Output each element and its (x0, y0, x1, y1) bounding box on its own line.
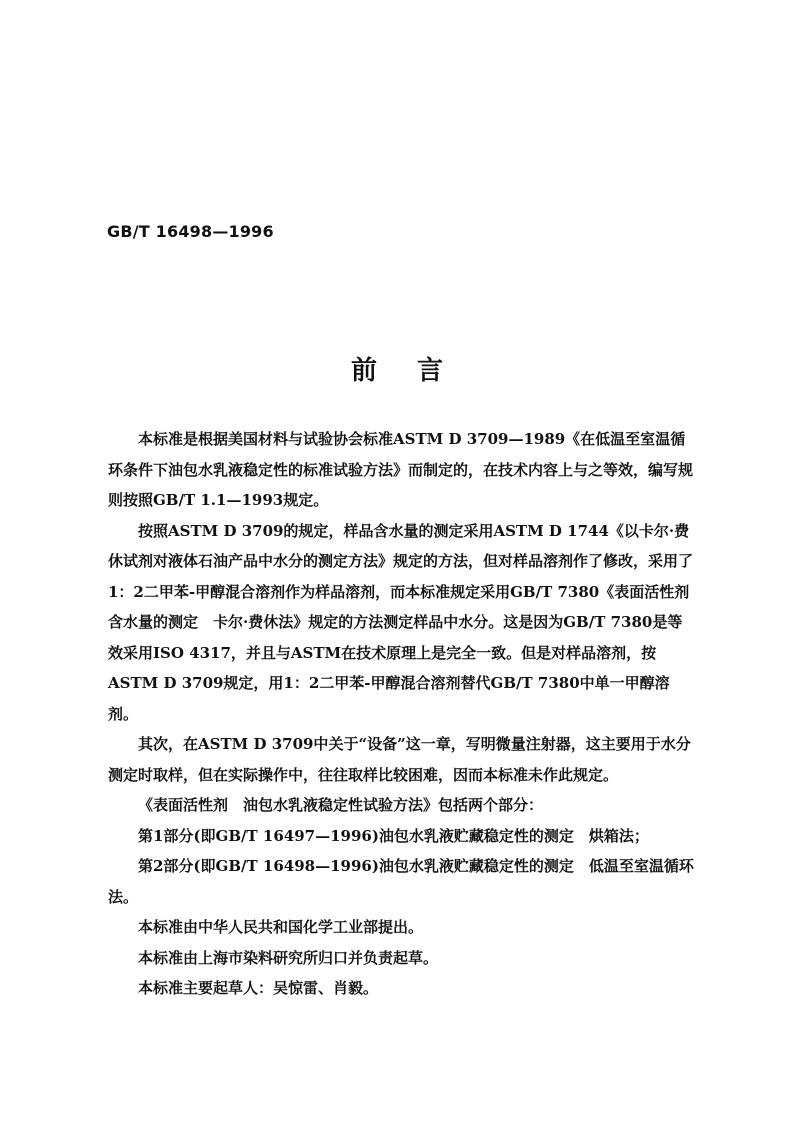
paragraph-drafter-org: 本标准由上海市染料研究所归口并负责起草。 (138, 948, 439, 967)
list-item-part-1: 第1部分(即GB/T 16497—1996)油包水乳液贮藏稳定性的测定 烘箱法； (138, 826, 649, 845)
standard-number: GB/T 16498—1996 (107, 222, 274, 241)
foreword-body (108, 424, 705, 1004)
paragraph-water-content: 按照ASTM D 3709的规定，样品含水量的测定采用ASTM D 1744《以卡尔·费休试剂对液体石油产品中水分的测定方法》规定的方法，但对样品溶剂作了修改，采用了1：2二甲苯-甲醇混合溶剂作为样品溶剂，而本标准规定采用GB/T 7380《表面活性剂 含水量的测定 卡尔·费休法》规定的方法测定样品中水分。这是因为GB/T 7380是等效采用ISO 4317，并且与ASTM在技术原理上是完全一致。但是对样品溶剂，按ASTM D 3709规定，用1：2二甲苯-甲醇混合溶剂替代GB/T 7380中单一甲醇溶剂。 (108, 521, 705, 723)
paragraph-proposer: 本标准由中华人民共和国化学工业部提出。 (138, 918, 424, 936)
page-title: 前言 (350, 356, 483, 386)
list-item-part-2: 第2部分(即GB/T 16498—1996)油包水乳液贮藏稳定性的测定 低温至室温循环法。 (108, 857, 694, 906)
paragraph-parts-intro: 《表面活性剂 油包水乳液稳定性试验方法》包括两个部分： (138, 796, 544, 814)
paragraph-drafters: 本标准主要起草人：吴惊雷、肖毅。 (138, 979, 379, 997)
paragraph-equipment: 其次，在ASTM D 3709中关于“设备”这一章，写明微量注射器，这主要用于水分测定时取样，但在实际操作中，往往取样比较困难，因而本标准未作此规定。 (108, 735, 691, 784)
paragraph-basis: 本标准是根据美国材料与试验协会标准ASTM D 3709—1989《在低温至室温循环条件下油包水乳液稳定性的标准试验方法》而制定的，在技术内容上与之等效，编写规则按照GB/T 1.1—1993规定。 (108, 430, 694, 509)
